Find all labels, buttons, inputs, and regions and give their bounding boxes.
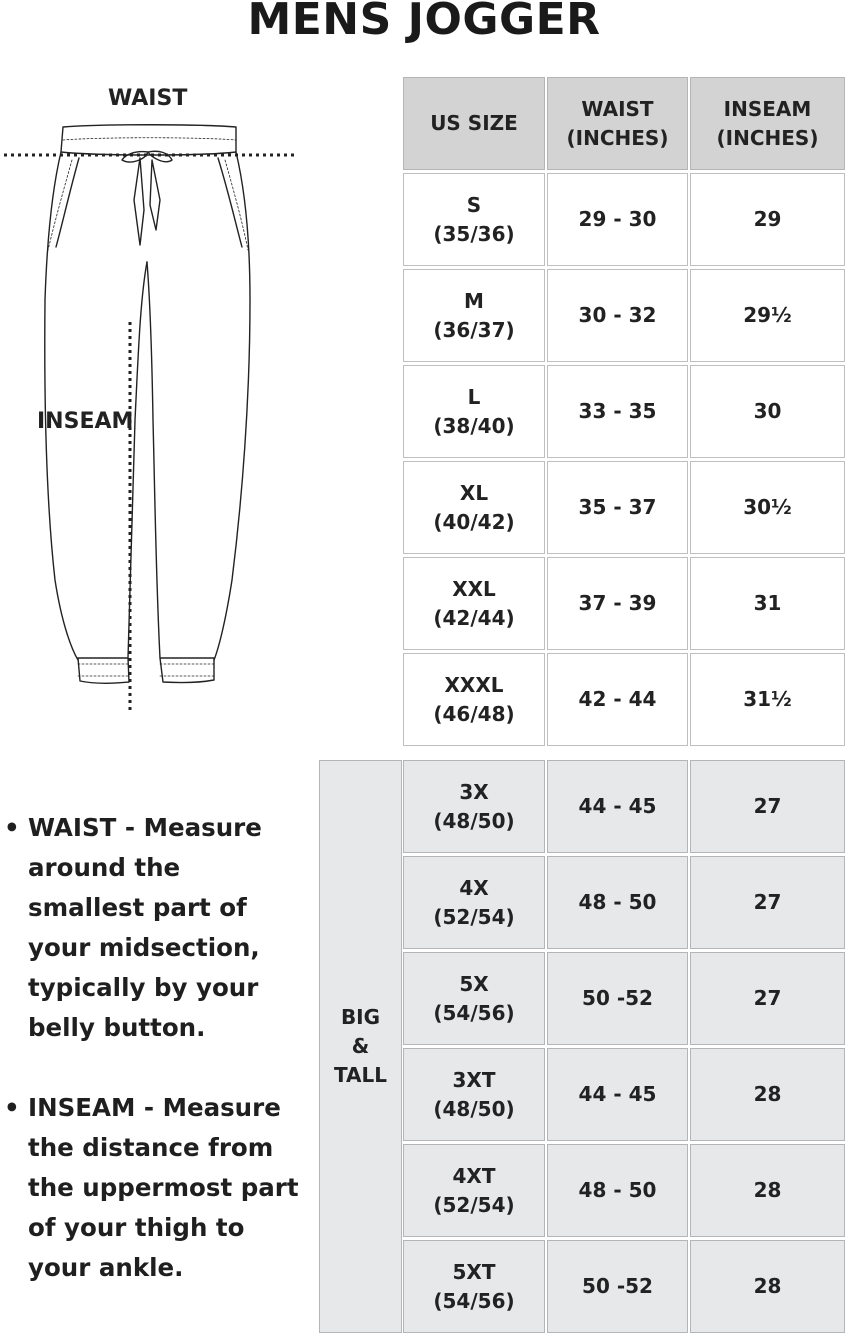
size-cell: 4X (52/54) — [403, 856, 545, 949]
header-inseam: INSEAM (INCHES) — [690, 77, 845, 170]
inseam-note-text: INSEAM - Measure the distance from the uppermost part of your thigh to your ankle. — [28, 1093, 299, 1282]
size-cell: M (36/37) — [403, 269, 545, 362]
size-cell: 4XT (52/54) — [403, 1144, 545, 1237]
size-cell: 3X (48/50) — [403, 760, 545, 853]
bullet-icon: • — [4, 1093, 20, 1122]
inseam-cell: 28 — [690, 1048, 845, 1141]
measurement-notes — [4, 808, 304, 1328]
bullet-icon: • — [4, 813, 20, 842]
size-cell: 3XT (48/50) — [403, 1048, 545, 1141]
inseam-cell: 30½ — [690, 461, 845, 554]
waist-cell: 50 -52 — [547, 1240, 688, 1333]
waist-cell: 30 - 32 — [547, 269, 688, 362]
inseam-cell: 29½ — [690, 269, 845, 362]
inseam-diagram-label: INSEAM — [37, 409, 134, 434]
waist-cell: 48 - 50 — [547, 856, 688, 949]
size-cell: 5X (54/56) — [403, 952, 545, 1045]
waist-cell: 48 - 50 — [547, 1144, 688, 1237]
size-cell: S (35/36) — [403, 173, 545, 266]
waist-cell: 42 - 44 — [547, 653, 688, 746]
size-cell: XXL (42/44) — [403, 557, 545, 650]
header-waist: WAIST (INCHES) — [547, 77, 688, 170]
size-cell: XXXL (46/48) — [403, 653, 545, 746]
waist-note — [4, 808, 304, 1048]
waist-cell: 44 - 45 — [547, 1048, 688, 1141]
page-title: MENS JOGGER — [247, 0, 601, 45]
waist-cell: 50 -52 — [547, 952, 688, 1045]
inseam-cell: 30 — [690, 365, 845, 458]
inseam-cell: 27 — [690, 952, 845, 1045]
big-tall-label-cell: BIG & TALL — [319, 760, 402, 1333]
inseam-note — [4, 1088, 304, 1288]
waist-cell: 35 - 37 — [547, 461, 688, 554]
waist-cell: 44 - 45 — [547, 760, 688, 853]
header-us-size: US SIZE — [403, 77, 545, 170]
inseam-cell: 29 — [690, 173, 845, 266]
inseam-cell: 31½ — [690, 653, 845, 746]
size-cell: XL (40/42) — [403, 461, 545, 554]
waist-note-text: WAIST - Measure around the smallest part of your midsection, typically by your belly button. — [28, 813, 262, 1042]
inseam-cell: 27 — [690, 856, 845, 949]
waist-cell: 33 - 35 — [547, 365, 688, 458]
inseam-cell: 28 — [690, 1240, 845, 1333]
inseam-cell: 31 — [690, 557, 845, 650]
inseam-cell: 27 — [690, 760, 845, 853]
size-cell: 5XT (54/56) — [403, 1240, 545, 1333]
waist-diagram-label: WAIST — [108, 86, 188, 111]
waist-cell: 37 - 39 — [547, 557, 688, 650]
size-cell: L (38/40) — [403, 365, 545, 458]
inseam-cell: 28 — [690, 1144, 845, 1237]
waist-cell: 29 - 30 — [547, 173, 688, 266]
